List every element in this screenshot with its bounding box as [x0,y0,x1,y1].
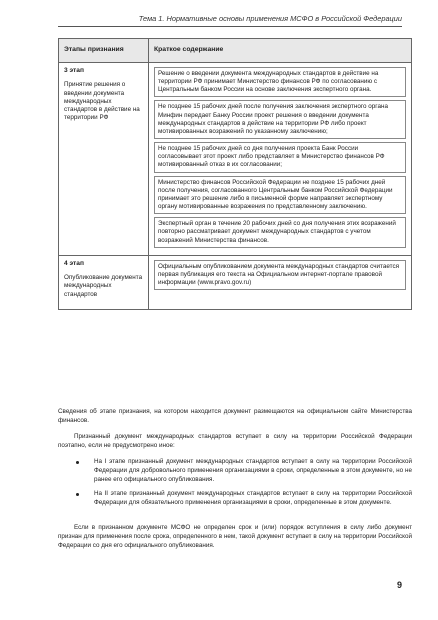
list-item [58,490,412,508]
stage-number: 4 этап [64,259,84,267]
page-number: 9 [396,580,402,590]
summary-paragraph: Экспертный орган в течение 20 рабочих дней со дня получения этих возражений повторно рассматривает документ международных стандартов с учетом возражений Министерства финансов. [154,217,406,248]
stage-cell [59,62,149,255]
bullet-text: На I этапе признанный документ международных стандартов вступает в силу на территории Российской Федерации для добровольного применения организациями в сроки, определенные в этом документе, но не ранее его официального опубликования. [94,458,412,483]
summary-cell [149,62,412,255]
table-header-row [59,39,412,63]
paragraph-no-term: Если в признанном документе МСФО не определен срок и (или) порядок вступления в силу либо документ признан для применения после срока, определенного в нем, такой документ вступает в силу на территории Российской Федерации со дня его официального опубликования. [58,524,412,549]
list-item [58,458,412,485]
bullet-text: На II этапе признанный документ международных стандартов вступает в силу на территории Российской Федерации для обязательного применения организациями в сроки, определенные в этом документе. [94,489,412,506]
col-header-stages: Этапы признания [59,39,149,63]
summary-paragraph: Не позднее 15 рабочих дней со дня получения проекта Банк России согласовывает этот проект либо представляет в Министерство финансов РФ мотивированный отказ в их согласовании; [154,142,406,173]
stage-description: Опубликование документа международных стандартов [64,274,143,298]
table-row [59,255,412,309]
bullet-icon [76,461,79,464]
stage-cell [59,255,149,309]
stage-description: Принятие решения о введении документа международных стандартов в действие на территории РФ [64,81,140,122]
paragraph-status-info: Сведения об этапе признания, на котором находится документ размещаются на официальном сайте Министерства финансов. [58,408,412,424]
col-header-summary: Краткое содержание [149,39,412,63]
summary-paragraph: Официальным опубликованием документа международных стандартов считается первая публикация его текста на Официальном интернет-портале правовой информации (www.pravo.gov.ru) [154,260,406,291]
summary-paragraph: Не позднее 15 рабочих дней после получения заключения экспертного органа Минфин передает Банку России проект решения о введении документа международных стандартов в действие на территории РФ либо проект мотивированных возражений по указанному заключению; [154,100,406,139]
table-row [59,62,412,255]
summary-cell [149,255,412,309]
summary-paragraph: Решение о введении документа международных стандартов в действие на территории РФ принимает Министерство финансов РФ по согласованию с Центральным банком России на основе заключения экспертного органа. [154,67,406,98]
page-header: Тема 1. Нормативные основы применения МСФО в Российской Федерации [58,14,402,27]
summary-paragraph: Министерство финансов Российской Федерации не позднее 15 рабочих дней после получения, согласованного Центральным банком Российской Федерации принимает это решение либо в письменной форме направляет экспертному органу мотивированные возражения по представленному заключению. [154,176,406,215]
stages-bullet-list [58,458,412,513]
recognition-stages-table [58,38,412,310]
paragraph-entry-into-force: Признанный документ международных стандартов вступает в силу на территории Российской Федерации поэтапно, если не предусмотрено иное: [58,433,412,449]
bullet-icon [76,493,79,496]
stage-number: 3 этап [64,66,84,74]
